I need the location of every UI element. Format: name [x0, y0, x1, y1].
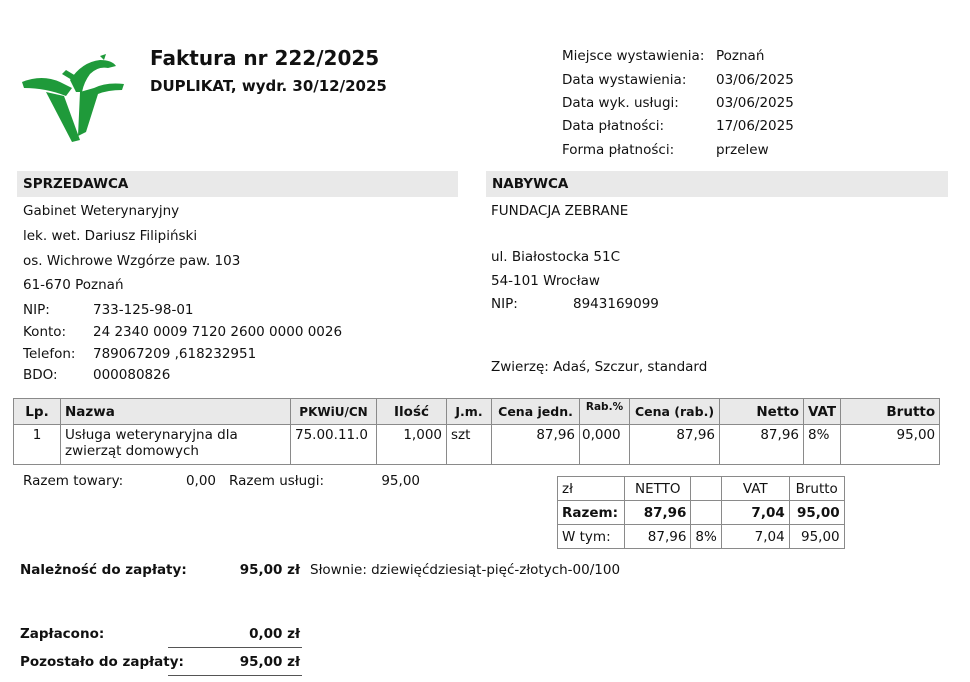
- cell-name-line: zwierząt domowych: [65, 443, 199, 459]
- meta-value: 03/06/2025: [716, 72, 794, 88]
- summary-total-row: [558, 501, 970, 525]
- cell-pkwiu: 75.00.11.0: [291, 425, 377, 465]
- summary-total-label: Razem:: [558, 501, 625, 525]
- nip-value: 8943169099: [573, 296, 659, 312]
- cell-netto: 87,96: [720, 425, 804, 465]
- remaining-label: Pozostało do zapłaty:: [20, 654, 184, 670]
- summary-vat-header: VAT: [721, 477, 789, 501]
- cell-lp: 1: [14, 425, 61, 465]
- cell-vat: 8%: [804, 425, 841, 465]
- col-header-pkwiu: PKWiU/CN: [291, 399, 377, 425]
- seller-konto: [23, 324, 342, 340]
- col-header-name: Nazwa: [61, 399, 291, 425]
- col-header-discount: Rab.%: [580, 399, 630, 425]
- bdo-label: BDO:: [23, 367, 58, 383]
- cell-price: 87,96: [492, 425, 580, 465]
- summary-breakdown-brutto: 95,00: [789, 525, 844, 549]
- cell-discount: 0,000: [580, 425, 630, 465]
- seller-street: os. Wichrowe Wzgórze paw. 103: [23, 253, 241, 269]
- seller-city: 61-670 Poznań: [23, 277, 124, 293]
- cell-qty: 1,000: [377, 425, 447, 465]
- meta-value: 17/06/2025: [716, 118, 794, 134]
- remaining-value: 95,00 zł: [239, 654, 300, 670]
- meta-label: Data wyk. usługi:: [562, 95, 679, 111]
- summary-total-brutto: 95,00: [789, 501, 844, 525]
- summary-rate-header: [691, 477, 721, 501]
- items-table: [13, 398, 940, 465]
- nip-label: NIP:: [491, 296, 518, 312]
- buyer-street: ul. Białostocka 51C: [491, 249, 621, 265]
- summary-brutto-header: Brutto: [789, 477, 844, 501]
- items-header-row: [14, 399, 940, 425]
- summary-breakdown-row: [558, 525, 970, 549]
- meta-row: [562, 114, 794, 138]
- nip-value: 733-125-98-01: [93, 302, 194, 318]
- summary-breakdown-vat: 7,04: [721, 525, 789, 549]
- meta-label: Data płatności:: [562, 118, 665, 134]
- cell-unit: szt: [447, 425, 492, 465]
- amount-due-value: 95,00 zł: [239, 562, 300, 578]
- cell-name-line: Usługa weterynaryjna dla: [65, 427, 238, 443]
- meta-label: Miejsce wystawienia:: [562, 48, 705, 64]
- summary-breakdown-rate: 8%: [691, 525, 721, 549]
- buyer-heading: NABYWCA: [486, 171, 948, 197]
- cell-price-discounted: 87,96: [630, 425, 720, 465]
- meta-row: [562, 44, 764, 68]
- amount-in-words: Słownie: dziewięćdziesiąt-pięć-złotych-00/100: [310, 562, 621, 578]
- meta-value: Poznań: [716, 48, 765, 64]
- col-header-vat: VAT: [804, 399, 841, 425]
- col-header-unit: J.m.: [447, 399, 492, 425]
- col-header-price: Cena jedn.: [492, 399, 580, 425]
- cell-name: [61, 425, 291, 465]
- konto-label: Konto:: [23, 324, 67, 340]
- bdo-value: 000080826: [93, 367, 171, 383]
- summary-header-row: [558, 477, 970, 501]
- buyer-animals: Zwierzę: Adaś, Szczur, standard: [491, 359, 708, 375]
- vat-summary-table: [557, 476, 970, 549]
- summary-netto-header: NETTO: [625, 477, 691, 501]
- invoice-title: Faktura nr 222/2025: [150, 46, 380, 70]
- col-header-price-discounted: Cena (rab.): [630, 399, 720, 425]
- seller-heading: SPRZEDAWCA: [17, 171, 458, 197]
- summary-total-vat: 7,04: [721, 501, 789, 525]
- amount-due-label: Należność do zapłaty:: [20, 562, 187, 578]
- services-total-label: Razem usługi:: [229, 473, 325, 489]
- phone-label: Telefon:: [23, 346, 76, 362]
- col-header-lp: Lp.: [14, 399, 61, 425]
- summary-breakdown-label: W tym:: [558, 525, 625, 549]
- meta-label: Data wystawienia:: [562, 72, 687, 88]
- remaining-underline: [168, 675, 302, 676]
- phone-value: 789067209 ,618232951: [93, 346, 257, 362]
- paid-underline: [168, 647, 302, 648]
- services-total-value: 95,00: [381, 473, 420, 489]
- seller-bdo: [23, 367, 170, 383]
- meta-label: Forma płatności:: [562, 142, 675, 158]
- buyer-nip: [491, 296, 659, 312]
- meta-value: przelew: [716, 142, 769, 158]
- goods-total-label: Razem towary:: [23, 473, 124, 489]
- summary-total-netto: 87,96: [625, 501, 691, 525]
- col-header-qty: Ilość: [377, 399, 447, 425]
- invoice-subtitle: DUPLIKAT, wydr. 30/12/2025: [150, 77, 387, 95]
- meta-row: [562, 138, 769, 162]
- col-header-netto: Netto: [720, 399, 804, 425]
- summary-breakdown-netto: 87,96: [625, 525, 691, 549]
- goods-total-value: 0,00: [185, 473, 216, 489]
- meta-row: [562, 91, 794, 115]
- buyer-city: 54-101 Wrocław: [491, 273, 600, 289]
- meta-value: 03/06/2025: [716, 95, 794, 111]
- meta-row: [562, 68, 794, 92]
- company-logo-icon: [20, 52, 126, 144]
- seller-name-2: lek. wet. Dariusz Filipiński: [23, 228, 198, 244]
- summary-currency: zł: [558, 477, 625, 501]
- konto-value: 24 2340 0009 7120 2600 0000 0026: [93, 324, 343, 340]
- cell-brutto: 95,00: [841, 425, 940, 465]
- summary-total-rate: [691, 501, 721, 525]
- buyer-name: FUNDACJA ZEBRANE: [491, 203, 629, 219]
- seller-name: Gabinet Weterynaryjny: [23, 203, 180, 219]
- col-header-brutto: Brutto: [841, 399, 940, 425]
- nip-label: NIP:: [23, 302, 50, 318]
- table-row: [14, 425, 940, 465]
- paid-label: Zapłacono:: [20, 626, 105, 642]
- seller-phone: [23, 346, 256, 362]
- paid-value: 0,00 zł: [249, 626, 300, 642]
- seller-nip: [23, 302, 194, 318]
